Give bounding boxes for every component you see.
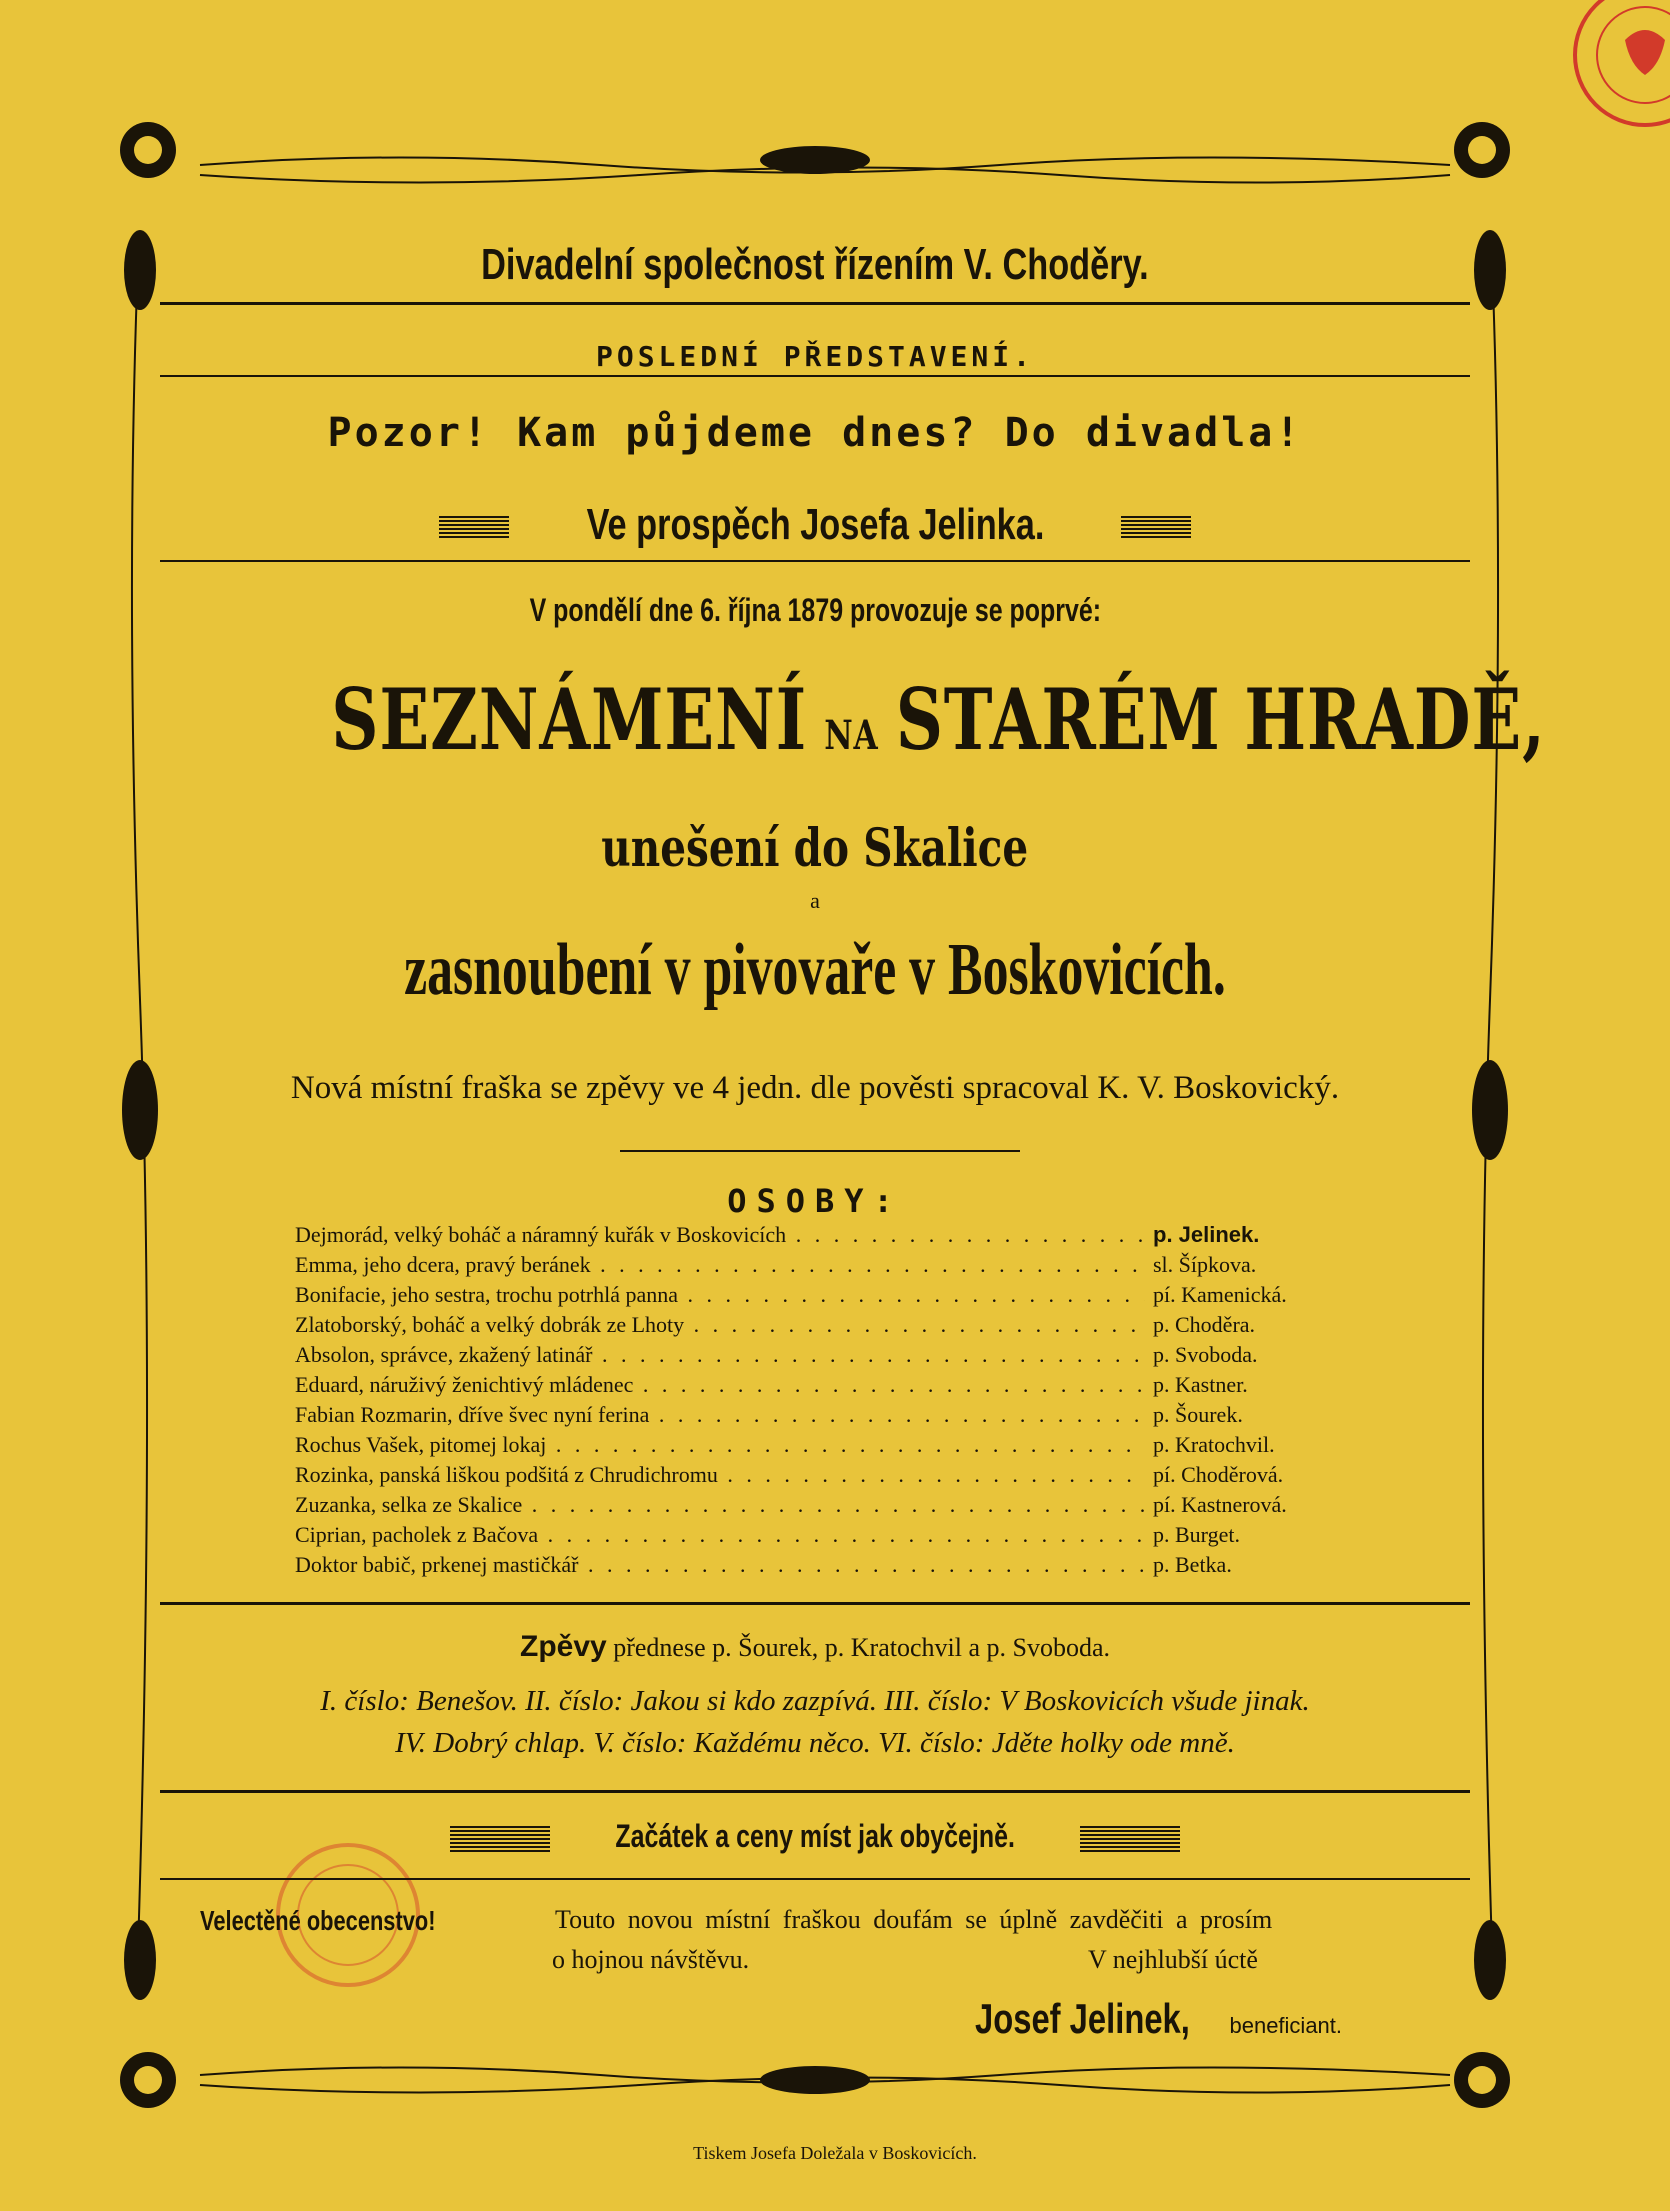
cast-row: Emma, jeho dcera, pravý beránek . . . sl. Šípkova. (160, 1252, 1470, 1282)
cast-row: Zuzanka, selka ze Skalice . . . pí. Kastnerová. (160, 1492, 1470, 1522)
cast-row: Rozinka, panská liškou podšitá z Chrudichromu . . . pí. Choděrová. (160, 1462, 1470, 1492)
cast-row: Bonifacie, jeho sestra, trochu potrhlá panna . . . pí. Kamenická. (160, 1282, 1470, 1312)
printer-line: Tiskem Josefa Doležala v Boskovicích. (693, 2143, 977, 2163)
cast-heading: OSOBY: (727, 1182, 903, 1220)
cast-row: Dejmorád, velký boháč a náramný kuřák v Boskovicích . . . p. Jelinek. (160, 1222, 1470, 1252)
conjunction: a (810, 888, 820, 913)
play-title-part1: SEZNÁMENÍ (331, 670, 808, 769)
songs-label: Zpěvy (520, 1630, 607, 1663)
rule (160, 1790, 1470, 1793)
play-title (160, 670, 1546, 769)
rule (160, 1602, 1470, 1605)
last-show-banner: POSLEDNÍ PŘEDSTAVENÍ. (595, 340, 1034, 373)
signature (975, 1995, 1342, 2043)
short-rule (620, 1150, 1020, 1152)
signature-title: beneficiant. (1229, 2013, 1343, 2038)
cast-row: Fabian Rozmarin, dříve švec nyní ferina . . . p. Šourek. (160, 1402, 1470, 1432)
hatch-ornament (450, 1826, 550, 1852)
hatch-ornament (1080, 1826, 1180, 1852)
rule (160, 375, 1470, 377)
hatch-ornament (1121, 516, 1191, 538)
attention-line: Pozor! Kam půjdeme dnes? Do divadla! (327, 410, 1303, 456)
cast-row: Rochus Vašek, pitomej lokaj . . . p. Kratochvil. (160, 1432, 1470, 1462)
cast-row: Doktor babič, prkenej mastičkář . . . p. Betka. (160, 1552, 1470, 1582)
date-line: V pondělí dne 6. října 1879 provozuje se poprvé: (529, 592, 1101, 628)
company-heading: Divadelní společnost řízením V. Choděry. (481, 240, 1149, 289)
start-line: Začátek a ceny míst jak obyčejně. (160, 1818, 1470, 1855)
songs-list-2: IV. Dobrý chlap. V. číslo: Každému něco. VI. číslo: Jděte holky ode mně. (395, 1727, 1235, 1759)
hatch-ornament (439, 516, 509, 538)
play-subtitle: unešení do Skalice (601, 818, 1029, 879)
cast-row: Eduard, náruživý ženichtivý mládenec . . . p. Kastner. (160, 1372, 1470, 1402)
songs-performers: přednese p. Šourek, p. Kratochvil a p. Svoboda. (613, 1633, 1110, 1662)
songs-list-1: I. číslo: Benešov. II. číslo: Jakou si kdo zazpívá. III. číslo: V Boskovicích všude jinak. (320, 1685, 1310, 1717)
rule (160, 560, 1470, 562)
play-title-part2: STARÉM HRADĚ, (895, 670, 1546, 769)
play-subtitle-2: zasnoubení v pivovaře v Boskovicích. (404, 929, 1226, 1011)
appeal-text-1: Touto novou místní fraškou doufám se úplně zavděčiti a prosím (555, 1905, 1273, 1934)
rule (160, 302, 1470, 305)
signature-name: Josef Jelinek, (975, 1995, 1190, 2042)
songs-line (160, 1630, 1470, 1664)
cast-row: Ciprian, pacholek z Bačova . . . p. Burget. (160, 1522, 1470, 1552)
museum-stamp-icon (1555, 0, 1670, 140)
rule (160, 1878, 1470, 1880)
appeal-salutation: Velectěné obecenstvo! (200, 1905, 436, 1936)
play-description: Nová místní fraška se zpěvy ve 4 jedn. dle pověsti spracoval K. V. Boskovický. (290, 1070, 1340, 1106)
cast-row: Absolon, správce, zkažený latinář . . . p. Svoboda. (160, 1342, 1470, 1372)
benefit-line: Ve prospěch Josefa Jelinka. (160, 500, 1470, 550)
appeal-text-2: o hojnou návštěvu. (552, 1945, 750, 1974)
cast-row: Zlatoborský, boháč a velký dobrák ze Lhoty . . . p. Choděra. (160, 1312, 1470, 1342)
play-title-na: NA (824, 712, 879, 759)
appeal-closing: V nejhlubší úctě (1088, 1945, 1258, 1974)
